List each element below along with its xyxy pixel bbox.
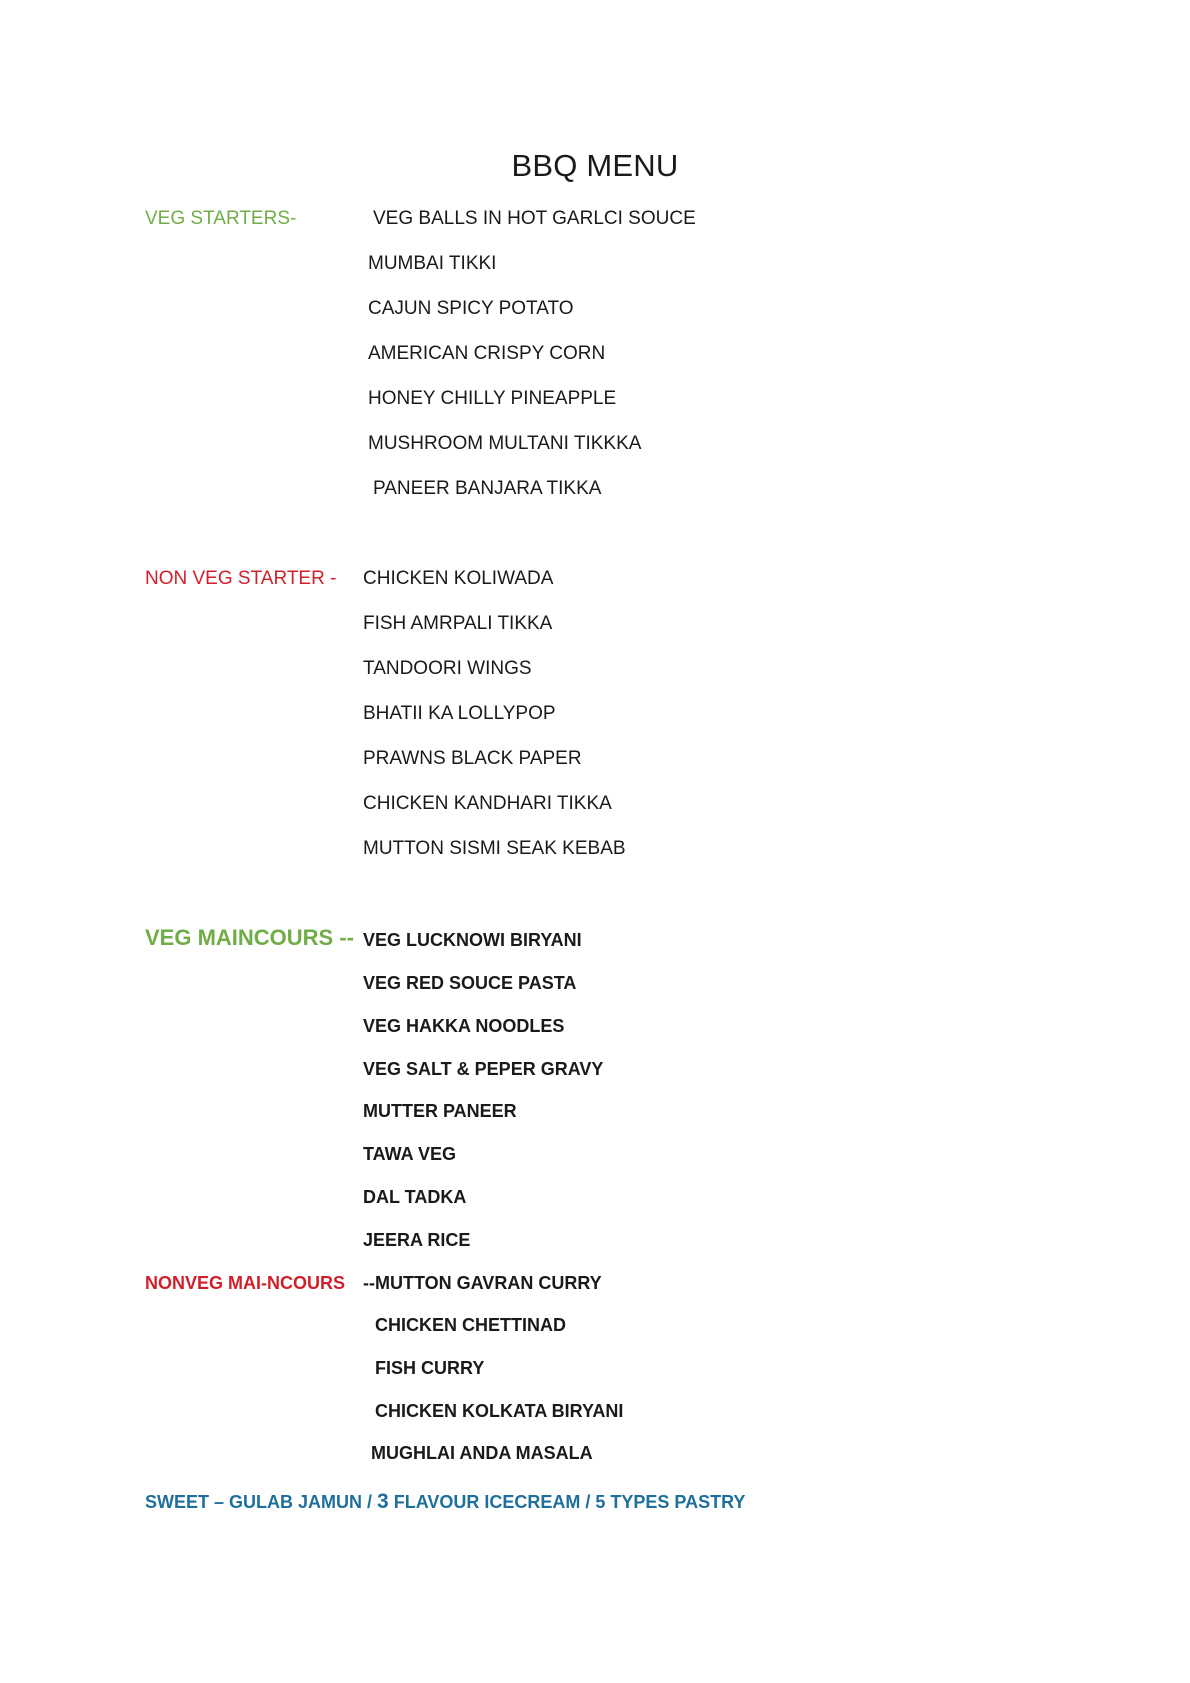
veg-maincours-item: VEG SALT & PEPER GRAVY bbox=[363, 1059, 604, 1079]
veg-starter-item: HONEY CHILLY PINEAPPLE bbox=[368, 388, 617, 409]
nonveg-maincours-label: NONVEG MAI-NCOURS bbox=[145, 1273, 346, 1293]
veg-maincours-item: TAWA VEG bbox=[363, 1144, 457, 1164]
veg-maincours-item: MUTTER PANEER bbox=[363, 1101, 517, 1121]
sweet-text-part1: SWEET – GULAB JAMUN / bbox=[145, 1492, 378, 1512]
veg-starter-item: MUSHROOM MULTANI TIKKKA bbox=[368, 433, 642, 454]
page-title: BBQ MENU bbox=[511, 148, 679, 183]
sweet-text-part2: FLAVOUR ICECREAM / 5 TYPES PASTRY bbox=[388, 1492, 746, 1512]
nonveg-maincours-item: FISH CURRY bbox=[375, 1358, 485, 1378]
veg-starters-label: VEG STARTERS- bbox=[145, 208, 297, 229]
non-veg-starter-item: BHATII KA LOLLYPOP bbox=[363, 703, 556, 724]
nonveg-maincours-item: --MUTTON GAVRAN CURRY bbox=[363, 1273, 602, 1293]
nonveg-maincours-item: MUGHLAI ANDA MASALA bbox=[371, 1443, 593, 1463]
veg-maincours-item: DAL TADKA bbox=[363, 1187, 467, 1207]
non-veg-starter-label: NON VEG STARTER - bbox=[145, 568, 337, 589]
sweet-flavour-count: 3 bbox=[377, 1490, 389, 1513]
veg-maincours-label: VEG MAINCOURS -- bbox=[145, 925, 354, 950]
veg-maincours-item: JEERA RICE bbox=[363, 1230, 471, 1250]
non-veg-starter-item: FISH AMRPALI TIKKA bbox=[363, 613, 553, 634]
veg-starter-item: AMERICAN CRISPY CORN bbox=[368, 343, 606, 364]
nonveg-maincours-item: CHICKEN CHETTINAD bbox=[375, 1315, 566, 1335]
veg-maincours-item: VEG RED SOUCE PASTA bbox=[363, 973, 577, 993]
nonveg-maincours-item: CHICKEN KOLKATA BIRYANI bbox=[375, 1401, 624, 1421]
veg-starter-item: CAJUN SPICY POTATO bbox=[368, 298, 574, 319]
non-veg-starter-item: CHICKEN KOLIWADA bbox=[363, 568, 554, 589]
veg-starter-item: PANEER BANJARA TIKKA bbox=[373, 478, 602, 499]
sweet-line bbox=[145, 1490, 745, 1514]
veg-starter-item: MUMBAI TIKKI bbox=[368, 253, 497, 274]
non-veg-starter-item: MUTTON SISMI SEAK KEBAB bbox=[363, 838, 626, 859]
non-veg-starter-item: CHICKEN KANDHARI TIKKA bbox=[363, 793, 612, 814]
veg-maincours-item: VEG HAKKA NOODLES bbox=[363, 1016, 565, 1036]
veg-starter-item: VEG BALLS IN HOT GARLCI SOUCE bbox=[373, 208, 696, 229]
veg-maincours-item: VEG LUCKNOWI BIRYANI bbox=[363, 930, 582, 950]
non-veg-starter-item: TANDOORI WINGS bbox=[363, 658, 532, 679]
non-veg-starter-item: PRAWNS BLACK PAPER bbox=[363, 748, 582, 769]
